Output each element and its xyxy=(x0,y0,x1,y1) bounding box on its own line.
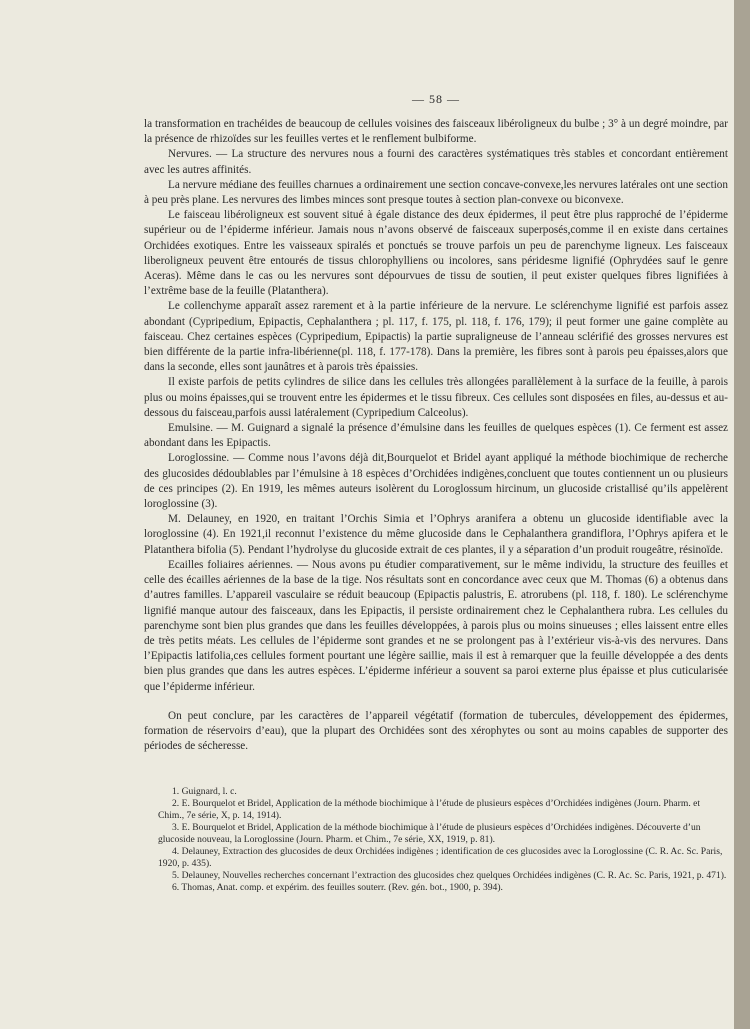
footnote: 6. Thomas, Anat. comp. et expérim. des feuilles souterr. (Rev. gén. bot., 1900, p. 394). xyxy=(172,882,503,893)
footnote: 5. Delauney, Nouvelles recherches concernant l’extraction des glucosides chez quelques Orchidées indigènes (C. R. Ac. Sc. Paris, 1921, p. 471). xyxy=(172,870,727,881)
conclusion-paragraph: On peut conclure, par les caractères de l’appareil végétatif (formation de tubercules, développement des épidermes, formation de réservoirs d’eau), que la plupart des Orchidées sont des xérophytes ou sont au moins capables de supporter des périodes de sécheresse. xyxy=(144,709,728,753)
paragraph: Loroglossine. — Comme nous l’avons déjà dit,Bourquelot et Bridel ayant appliqué la méthode biochimique de recherche des glucosides dédoublables par l’émulsine à 18 espèces d’Orchidées indigènes,concluent que toutes contiennent un ou plusieurs de ces principes (2). En 1919, les mêmes auteurs isolèrent du Loroglossum hircinum, un glucoside cristallisé qu’ils appelèrent loroglossine (3). xyxy=(144,452,728,511)
page-number: — 58 — xyxy=(412,92,460,106)
paragraph: Nervures. — La structure des nervures nous a fourni des caractères systématiques très stables et concordant entièrement avec les autres affinités. xyxy=(144,148,728,176)
paragraph: Le collenchyme apparaît assez rarement et à la partie inférieure de la nervure. Le sclérenchyme lignifié est parfois assez abondant (Cypripedium, Epipactis, Cephalanthera ; pl. 117, f. 175, pl. 118, f. 176, 179); il peut former une gaine complète au faisceau. Chez certaines espèces (Cypripedium, Epipactis) la partie supraligneuse de l’anneau sclérifié des grosses nervures est bien différente de la partie infra-libérienne(pl. 118, f. 177-178). Dans la première, les fibres sont à parois peu épaisses,alors que dans la seconde, elles sont jaunâtres et à parois très épaissies. xyxy=(144,300,728,374)
footnote: 2. E. Bourquelot et Bridel, Application de la méthode biochimique à l’étude de plusieurs espèces d’Orchidées indigènes (Journ. Pharm. et Chim., 7e série, X, p. 14, 1914). xyxy=(158,798,701,821)
paragraph: Le faisceau libéroligneux est souvent situé à égale distance des deux épidermes, il peut être plus rapproché de l’épiderme supérieur ou de l’épiderme inférieur. Jamais nous n’avons observé de faisceaux superposés,comme il en existe dans certaines Orchidées exotiques. Entre les vaisseaux spiralés et ponctués se trouve parfois un peu de parenchyme ligneux. Les faisceaux liberoligneux peuvent être entourés de tissus chlorophylliens ou incolores, sans péridesme lignifié (Ophrydées sauf le genre Aceras). Même dans le cas ou les nervures sont dépourvues de tissu de soutien, il peut exister quelques fibres lignifiées à l’extrême base de la feuille (Platanthera). xyxy=(144,209,728,298)
paragraph: Il existe parfois de petits cylindres de silice dans les cellules très allongées parallèlement à la surface de la feuille, à parois plus ou moins épaisses,qui se trouvent entre les épidermes et le tissu fibreux. Ces cellules sont disposées en files, au-dessus et au-dessous du faisceau,parfois aussi latéralement (Cypripedium Calceolus). xyxy=(144,376,728,419)
paragraph: Emulsine. — M. Guignard a signalé la présence d’émulsine dans les feuilles de quelques espèces (1). Ce ferment est assez abondant dans les Epipactis. xyxy=(144,422,728,450)
paragraph: Ecailles foliaires aériennes. — Nous avons pu étudier comparativement, sur le même individu, la structure des feuilles et celle des écailles aériennes de la base de la tige. Nos résultats sont en concordance avec ceux que M. Thomas (6) a obtenus dans d’autres familles. L’appareil vasculaire se réduit beaucoup (Epipactis palustris, E. atrorubens (pl. 118, f. 180). Le sclérenchyme lignifié manque autour des faisceaux, dans les Epipactis, il persiste ordinairement chez le Cephalanthera rubra. Les cellules du parenchyme sont bien plus grandes que dans les feuilles développées, à parois plus ou moins sinueuses ; elles laissent entre elles de très petits méats. Les cellules de l’épiderme sont grandes et ne se prolongent pas à l’extérieur vis-à-vis des nervures. Dans l’Epipactis latifolia,ces cellules forment pourtant une légère saillie, mais il est à remarquer que la feuille développée a des dents bien plus grandes que dans les autres espèces. L’épiderme inférieur a souvent sa paroi externe plus épaisse et plus cuticularisée que l’épiderme inférieur. xyxy=(144,558,728,693)
paragraph: M. Delauney, en 1920, en traitant l’Orchis Simia et l’Ophrys aranifera a obtenu un glucoside identifiable avec la loroglossine (4). En 1921,il reconnut l’existence du même glucoside dans le Cephalanthera grandiflora, l’Ophrys apifera et le Platanthera bifolia (5). Pendant l’hydrolyse du glucoside extrait de ces plantes, il y a séparation d’un produit rougeâtre, résinoïde. xyxy=(144,513,728,556)
footnote: 3. E. Bourquelot et Bridel, Application de la méthode biochimique à l’étude de plusieurs espèces d’Orchidées indigènes. Découverte d’un glucoside nouveau, la Loroglossine (Journ. Pharm. et Chim., 7e série, XX, 1919, p. 81). xyxy=(158,822,701,845)
book-gutter xyxy=(734,0,750,1029)
paragraph: la transformation en trachéides de beaucoup de cellules voisines des faisceaux libéroligneux du bulbe ; 3° à un degré moindre, par la présence de rhizoïdes sur les feuilles vertes et le renflement bulbiforme. xyxy=(144,118,728,146)
body-text xyxy=(144,117,728,754)
footnote: 1. Guignard, l. c. xyxy=(172,786,237,797)
paragraph: La nervure médiane des feuilles charnues a ordinairement une section concave-convexe,les nervures latérales ont une section à peu près plane. Les nervures des limbes minces sont presque toutes à section plan-convexe ou biconvexe. xyxy=(144,178,728,207)
footnotes xyxy=(158,786,728,894)
footnote: 4. Delauney, Extraction des glucosides de deux Orchidées indigènes ; identification de ces glucosides avec la Loroglossine (C. R. Ac. Sc. Paris, 1920, p. 435). xyxy=(158,846,723,869)
